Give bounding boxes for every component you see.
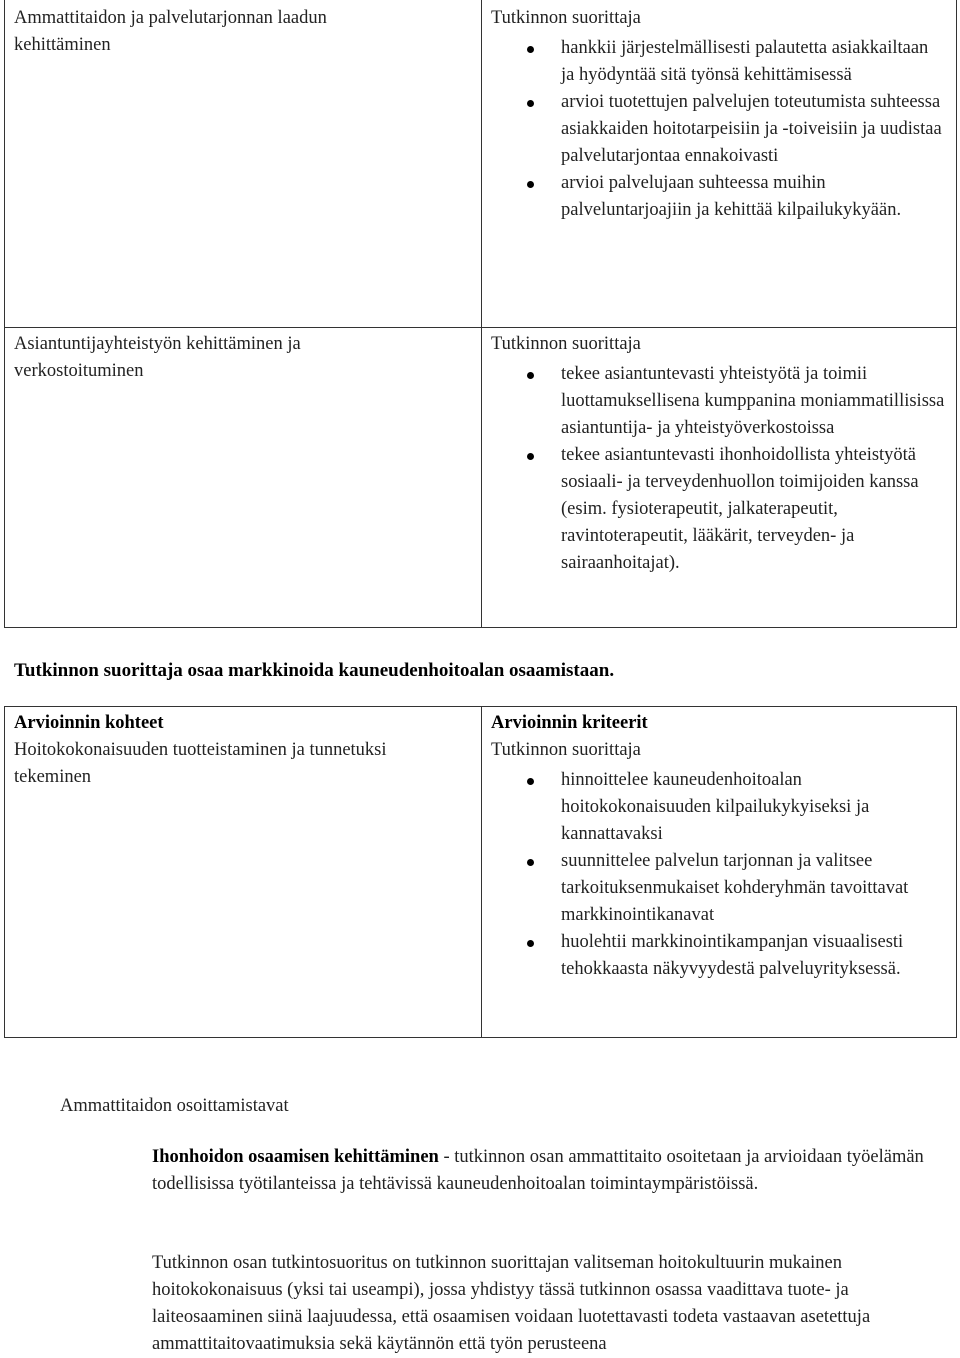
criteria-list — [491, 767, 946, 983]
bullet-icon — [527, 181, 534, 188]
demonstration-paragraph-2: Tutkinnon osan tutkintosuoritus on tutkinnon suorittajan valitseman hoitokultuurin mukainen hoitokokonaisuus (yksi tai useampi), jossa yhdistyy tässä tutkinnon osassa vaadittava tuote- ja laiteosaaminen siinä laajuudessa, että osaamisen voidaan luotettavasti todeta vastaavan asetettuja ammattitaitovaatimuksia sekä käytännön että työn perusteena — [152, 1253, 871, 1354]
list-item: arvioi palvelujaan suhteessa muihin palveluntarjoajiin ja kehittää kilpailukykyään. — [491, 170, 946, 224]
criteria-heading: Tutkinnon suorittaja — [491, 740, 641, 760]
bullet-icon — [527, 46, 534, 53]
table1-column-divider — [481, 0, 482, 628]
bullet-icon — [527, 859, 534, 866]
table1-row2-criteria — [491, 331, 946, 577]
paragraph-bold-lead: Ihonhoidon osaamisen kehittäminen — [152, 1147, 439, 1167]
assessment-target-text: Hoitokokonaisuuden tuotteistaminen ja tunnetuksi tekeminen — [14, 740, 387, 787]
table1-row-divider — [4, 327, 957, 328]
demonstration-paragraph-1 — [152, 1144, 952, 1198]
bullet-icon — [527, 372, 534, 379]
demonstration-heading: Ammattitaidon osoittamistavat — [60, 1096, 289, 1116]
table2-column-divider — [481, 706, 482, 1038]
table1-row1-target — [14, 5, 414, 59]
table2-criteria-cell — [491, 710, 946, 983]
assessment-target-text: Ammattitaidon ja palvelutarjonnan laadun kehittäminen — [14, 8, 327, 55]
bullet-icon — [527, 940, 534, 947]
bullet-icon — [527, 100, 534, 107]
list-item: huolehtii markkinointikampanjan visuaalisesti tehokkaasta näkyvyydestä palveluyrityksessä. — [491, 929, 946, 983]
column-header-targets: Arvioinnin kohteet — [14, 713, 164, 733]
assessment-target-text: Asiantuntijayhteistyön kehittäminen ja verkostoituminen — [14, 334, 301, 381]
list-item: tekee asiantuntevasti yhteistyötä ja toimii luottamuksellisena kumppanina moniammatillisissa asiantuntija- ja yhteistyöverkostoissa — [491, 361, 946, 442]
criteria-list — [491, 361, 946, 577]
list-item: suunnittelee palvelun tarjonnan ja valitsee tarkoituksenmukaiset kohderyhmän tavoittavat markkinointikanavat — [491, 848, 946, 929]
table1-row1-criteria — [491, 5, 946, 224]
bullet-icon — [527, 778, 534, 785]
section-title: Tutkinnon suorittaja osaa markkinoida kauneudenhoitoalan osaamistaan. — [14, 660, 615, 681]
paragraph-text: - tutkinnon osan ammattitaito osoitetaan ja arvioidaan työelämän todellisissa työtilanteissa ja tehtävissä kauneudenhoitoalan toimintaympäristöissä. — [152, 1147, 924, 1194]
criteria-list — [491, 35, 946, 224]
list-item: hinnoittelee kauneudenhoitoalan hoitokokonaisuuden kilpailukykyiseksi ja kannattavaksi — [491, 767, 946, 848]
table1-row2-target — [14, 331, 414, 385]
list-item: hankkii järjestelmällisesti palautetta asiakkailtaan ja hyödyntää sitä työnsä kehittämisessä — [491, 35, 946, 89]
list-item: arvioi tuotettujen palvelujen toteutumista suhteessa asiakkaiden hoitotarpeisiin ja -toiveisiin ja uudistaa palvelutarjontaa ennakoivasti — [491, 89, 946, 170]
bullet-icon — [527, 453, 534, 460]
table2-target-cell — [14, 710, 454, 791]
column-header-criteria: Arvioinnin kriteerit — [491, 713, 648, 733]
criteria-heading: Tutkinnon suorittaja — [491, 8, 641, 28]
criteria-heading: Tutkinnon suorittaja — [491, 334, 641, 354]
list-item: tekee asiantuntevasti ihonhoidollista yhteistyötä sosiaali- ja terveydenhuollon toimijoiden kanssa (esim. fysioterapeutit, jalkaterapeutit, ravintoterapeutit, lääkärit, terveyden- ja sairaanhoitajat). — [491, 442, 946, 577]
